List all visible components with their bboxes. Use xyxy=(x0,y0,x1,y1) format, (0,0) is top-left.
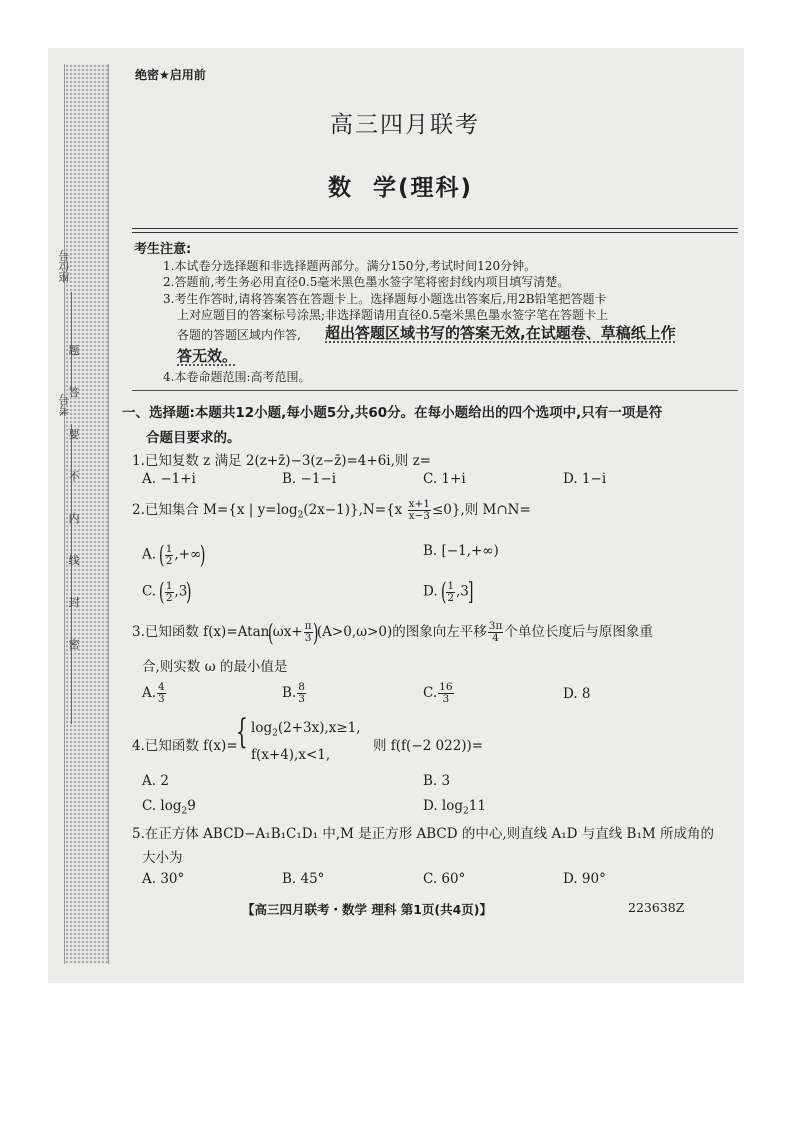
question-1-option-d: D. 1−i xyxy=(563,471,607,487)
question-3-option-b: B. $\frac{8}{3}$ xyxy=(282,681,305,705)
piecewise-brace: { xyxy=(235,712,248,752)
seat-number-line xyxy=(71,292,72,392)
question-1-option-a: A. −1+i xyxy=(142,471,196,487)
seat-number-field: 座位号 xyxy=(58,250,71,283)
question-5-option-b: B. 45° xyxy=(282,871,325,887)
question-4-option-b: B. 3 xyxy=(423,773,451,789)
subject-title: 数 学(理科) xyxy=(328,175,474,201)
question-5-option-d: D. 90° xyxy=(563,871,606,887)
exam-title: 高三四月联考 xyxy=(330,112,480,138)
section-heading: 一、选择题:本题共12小题,每小题5分,共60分。在每小题给出的四个选项中,只有一项是符 xyxy=(122,405,663,421)
question-5-stem: 5.在正方体 ABCD−A₁B₁C₁D₁ 中,M 是正方形 ABCD 的中心,则直线 A₁D 与直线 B₁M 所成角的 xyxy=(132,826,714,842)
notice-item: 2.答题前,考生务必用直径0.5毫米黑色墨水签字笔将密封线内项目填写清楚。 xyxy=(163,275,570,289)
paper-code: 223638Z xyxy=(628,900,685,915)
question-2-option-d: D. ( $\frac{1}{2}$ ,3] xyxy=(423,578,474,606)
notice-heading: 考生注意: xyxy=(134,242,192,257)
notice-item: 各题的答题区域内作答, xyxy=(177,328,301,342)
notice-emphasis: 答无效。 xyxy=(177,347,238,365)
question-4-stem-lead: 4.已知函数 f(x)= xyxy=(132,738,238,754)
seal-char: 封 xyxy=(68,596,80,609)
question-3-option-c: C. $\frac{16}{3}$ xyxy=(423,681,453,705)
question-2-stem: 2.已知集合 M={x | $y=\log_2(2x-1)\},N=\{x$ $\frac{x+1}{x-3}$ ≤0},则 M∩N= xyxy=(132,498,531,522)
section-heading: 合题目要求的。 xyxy=(146,430,241,446)
question-1-option-b: B. −1−i xyxy=(282,471,337,487)
question-5-stem-line2: 大小为 xyxy=(142,850,183,866)
question-4-case-1: $\log_2(2+3x),x\ge 1$, xyxy=(251,720,361,739)
question-1-option-c: C. 1+i xyxy=(423,471,466,487)
question-3-option-d: D. 8 xyxy=(563,686,591,702)
header-rule xyxy=(132,228,738,229)
seal-char: 不 xyxy=(68,470,80,483)
seal-char: 线 xyxy=(68,554,80,567)
question-2-option-a: A. ( $\frac{1}{2}$ ,+∞) xyxy=(142,541,206,569)
notice-item: 4.本卷命题范围:高考范围。 xyxy=(163,370,311,384)
question-3-stem: 3.已知函数 f(x)=Atan(ωx+ $\frac{\pi}{3}$ )(A>0,ω>0)的图象向左平移 $\frac{3\pi}{4}$ 个单位长度后与原图象重 xyxy=(132,618,653,647)
notice-item: 1.本试卷分选择题和非选择题两部分。满分150分,考试时间120分钟。 xyxy=(163,259,537,273)
notice-item: 3.考生作答时,请将答案答在答题卡上。选择题每小题选出答案后,用2B铅笔把答题卡 xyxy=(163,292,607,306)
notice-rule xyxy=(132,390,738,391)
exam-page xyxy=(48,48,744,983)
seal-char: 答 xyxy=(68,386,80,399)
binding-margin xyxy=(58,64,109,964)
exam-number-field: 考号 xyxy=(58,394,71,416)
question-3-option-a: A. $\frac{4}{3}$ xyxy=(142,681,165,705)
question-5-option-a: A. 30° xyxy=(142,871,185,887)
seal-char: 内 xyxy=(68,512,80,525)
notice-emphasis: 超出答题区域书写的答案无效,在试题卷、草稿纸上作 xyxy=(325,324,676,342)
header-rule xyxy=(132,232,738,233)
question-3-stem-line2: 合,则实数 ω 的最小值是 xyxy=(142,659,288,675)
confidential-stamp: 绝密★启用前 xyxy=(135,68,206,82)
question-5-option-c: C. 60° xyxy=(423,871,466,887)
question-4-option-d: D. $\log_211$ xyxy=(423,798,486,817)
question-1-stem: 1.已知复数 z 满足 2(z+z̄)−3(z−z̄)=4+6i,则 z= xyxy=(132,453,432,469)
seal-char: 密 xyxy=(68,638,80,651)
seal-char: 题 xyxy=(68,344,80,357)
seal-line xyxy=(71,424,72,724)
question-4-option-a: A. 2 xyxy=(142,773,169,789)
seal-char: 要 xyxy=(68,428,80,441)
notice-item: 上对应题目的答案标号涂黑;非选择题请用直径0.5毫米黑色墨水签字笔在答题卡上 xyxy=(177,308,609,322)
question-2-option-b: B. [−1,+∞) xyxy=(423,543,499,559)
question-4-case-2: f(x+4),x<1, xyxy=(251,747,331,763)
question-4-option-c: C. $\log_29$ xyxy=(142,798,196,817)
question-2-option-c: C. ( $\frac{1}{2}$ ,3) xyxy=(142,578,192,606)
page-footer: 【高三四月联考・数学 理科 第1页(共4页)】 xyxy=(242,902,493,917)
question-4-stem-tail: 则 f(f(−2 022))= xyxy=(373,738,484,754)
